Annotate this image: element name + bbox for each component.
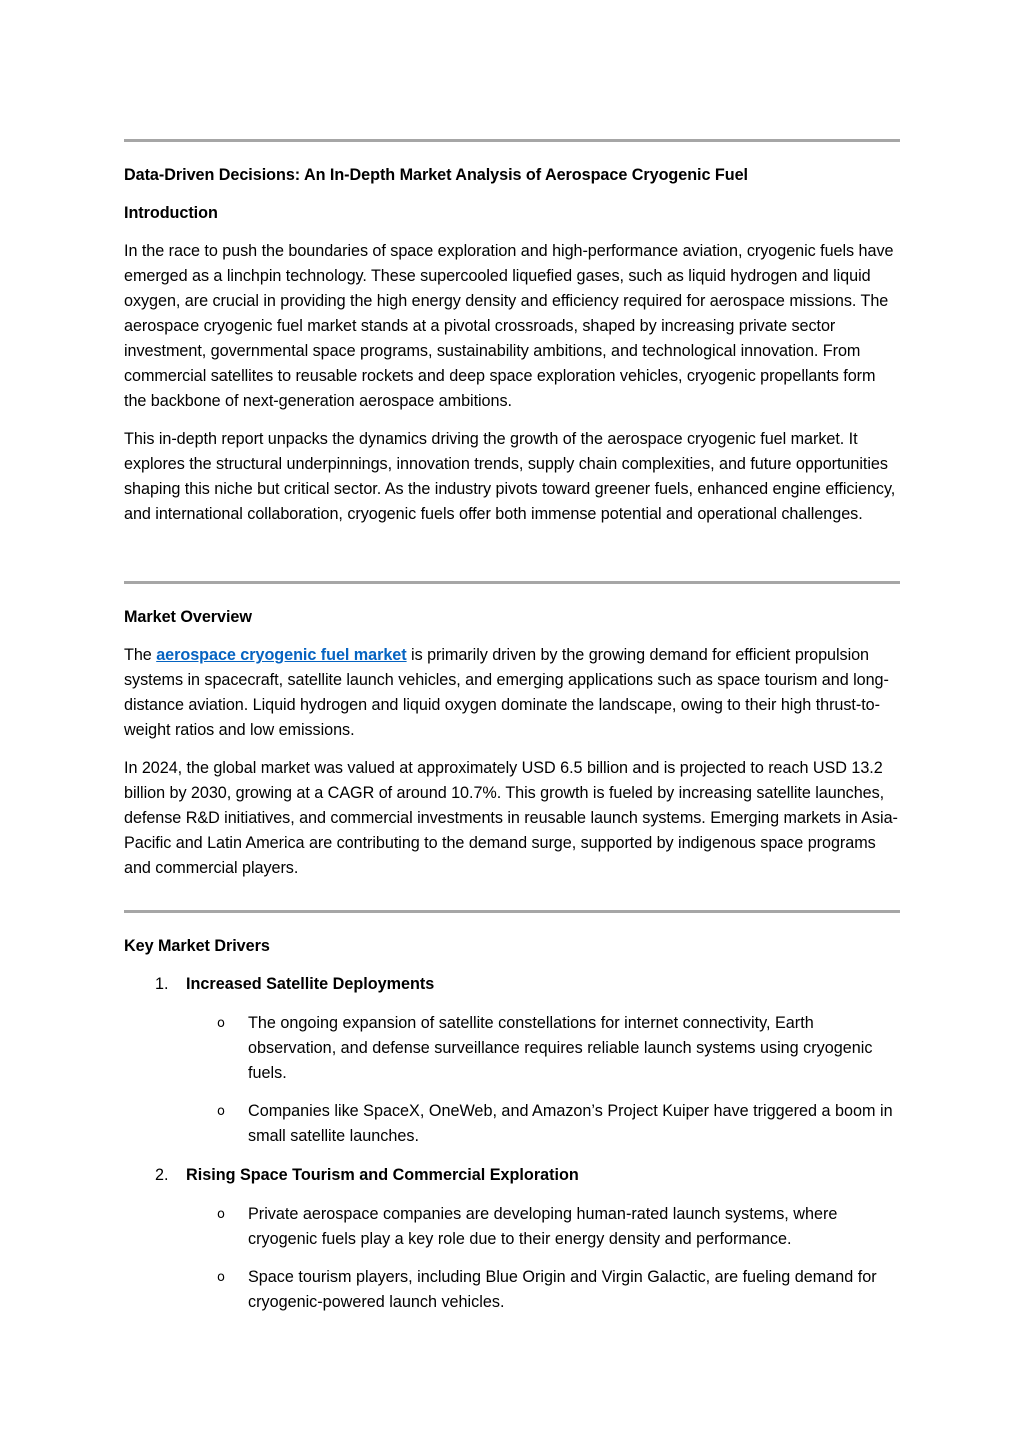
circle-bullet-icon: o [217,1016,225,1031]
sub-list-item-text: Space tourism players, including Blue Origin and Virgin Galactic, are fueling demand for cryogenic-powered launch vehicles. [248,1268,877,1311]
introduction-paragraph: In the race to push the boundaries of space exploration and high-performance aviation, cryogenic fuels have emerged as a linchpin technology. These supercooled liquefied gases, such as liquid hydrogen and liquid oxygen, are crucial in providing the high energy density and efficiency required for aerospace missions. The aerospace cryogenic fuel market stands at a pivotal crossroads, shaped by increasing private sector investment, governmental space programs, sustainability ambitions, and technological innovation. From commercial satellites to reusable rockets and deep space exploration vehicles, cryogenic propellants form the backbone of next-generation aerospace ambitions. [124,242,894,410]
circle-bullet-icon: o [217,1104,225,1119]
market-report-link[interactable]: aerospace cryogenic fuel market [156,646,407,664]
introduction-heading: Introduction [124,204,218,222]
section-divider [124,910,900,913]
section-divider [124,581,900,584]
sub-list-item-text: Private aerospace companies are developing human-rated launch systems, where cryogenic fuels play a key role due to their energy density and performance. [248,1205,838,1248]
market-overview-heading: Market Overview [124,608,252,626]
market-overview-paragraph [124,643,900,743]
circle-bullet-icon: o [217,1270,225,1285]
key-drivers-heading: Key Market Drivers [124,937,270,955]
sub-list-item-text: The ongoing expansion of satellite constellations for internet connectivity, Earth observation, and defense surveillance requires reliable launch systems using cryogenic fuels. [248,1014,873,1082]
list-item-title: Rising Space Tourism and Commercial Exploration [186,1166,579,1184]
document-title: Data-Driven Decisions: An In-Depth Market Analysis of Aerospace Cryogenic Fuel [124,166,748,184]
list-number: 1. [155,975,169,993]
paragraph-text: The [124,646,157,664]
list-number: 2. [155,1166,169,1184]
circle-bullet-icon: o [217,1207,225,1222]
introduction-paragraph: This in-depth report unpacks the dynamics driving the growth of the aerospace cryogenic fuel market. It explores the structural underpinnings, innovation trends, supply chain complexities, and future opportunities shaping this niche but critical sector. As the industry pivots toward greener fuels, enhanced engine efficiency, and international collaboration, cryogenic fuels offer both immense potential and operational challenges. [124,430,896,523]
sub-list-item-text: Companies like SpaceX, OneWeb, and Amazon’s Project Kuiper have triggered a boom in small satellite launches. [248,1102,893,1145]
section-divider [124,139,900,142]
paragraph-text: is primarily driven by the growing demand for efficient propulsion systems in spacecraft, satellite launch vehicles, and emerging applications such as space tourism and long-distance aviation. Liquid hydrogen and liquid oxygen dominate the landscape, owing to their high thrust-to-weight ratios and low emissions. [124,646,889,739]
list-item-title: Increased Satellite Deployments [186,975,435,993]
market-overview-paragraph: In 2024, the global market was valued at approximately USD 6.5 billion and is projected to reach USD 13.2 billion by 2030, growing at a CAGR of around 10.7%. This growth is fueled by increasing satellite launches, defense R&D initiatives, and commercial investments in reusable launch systems. Emerging markets in Asia-Pacific and Latin America are contributing to the demand surge, supported by indigenous space programs and commercial players. [124,759,898,877]
